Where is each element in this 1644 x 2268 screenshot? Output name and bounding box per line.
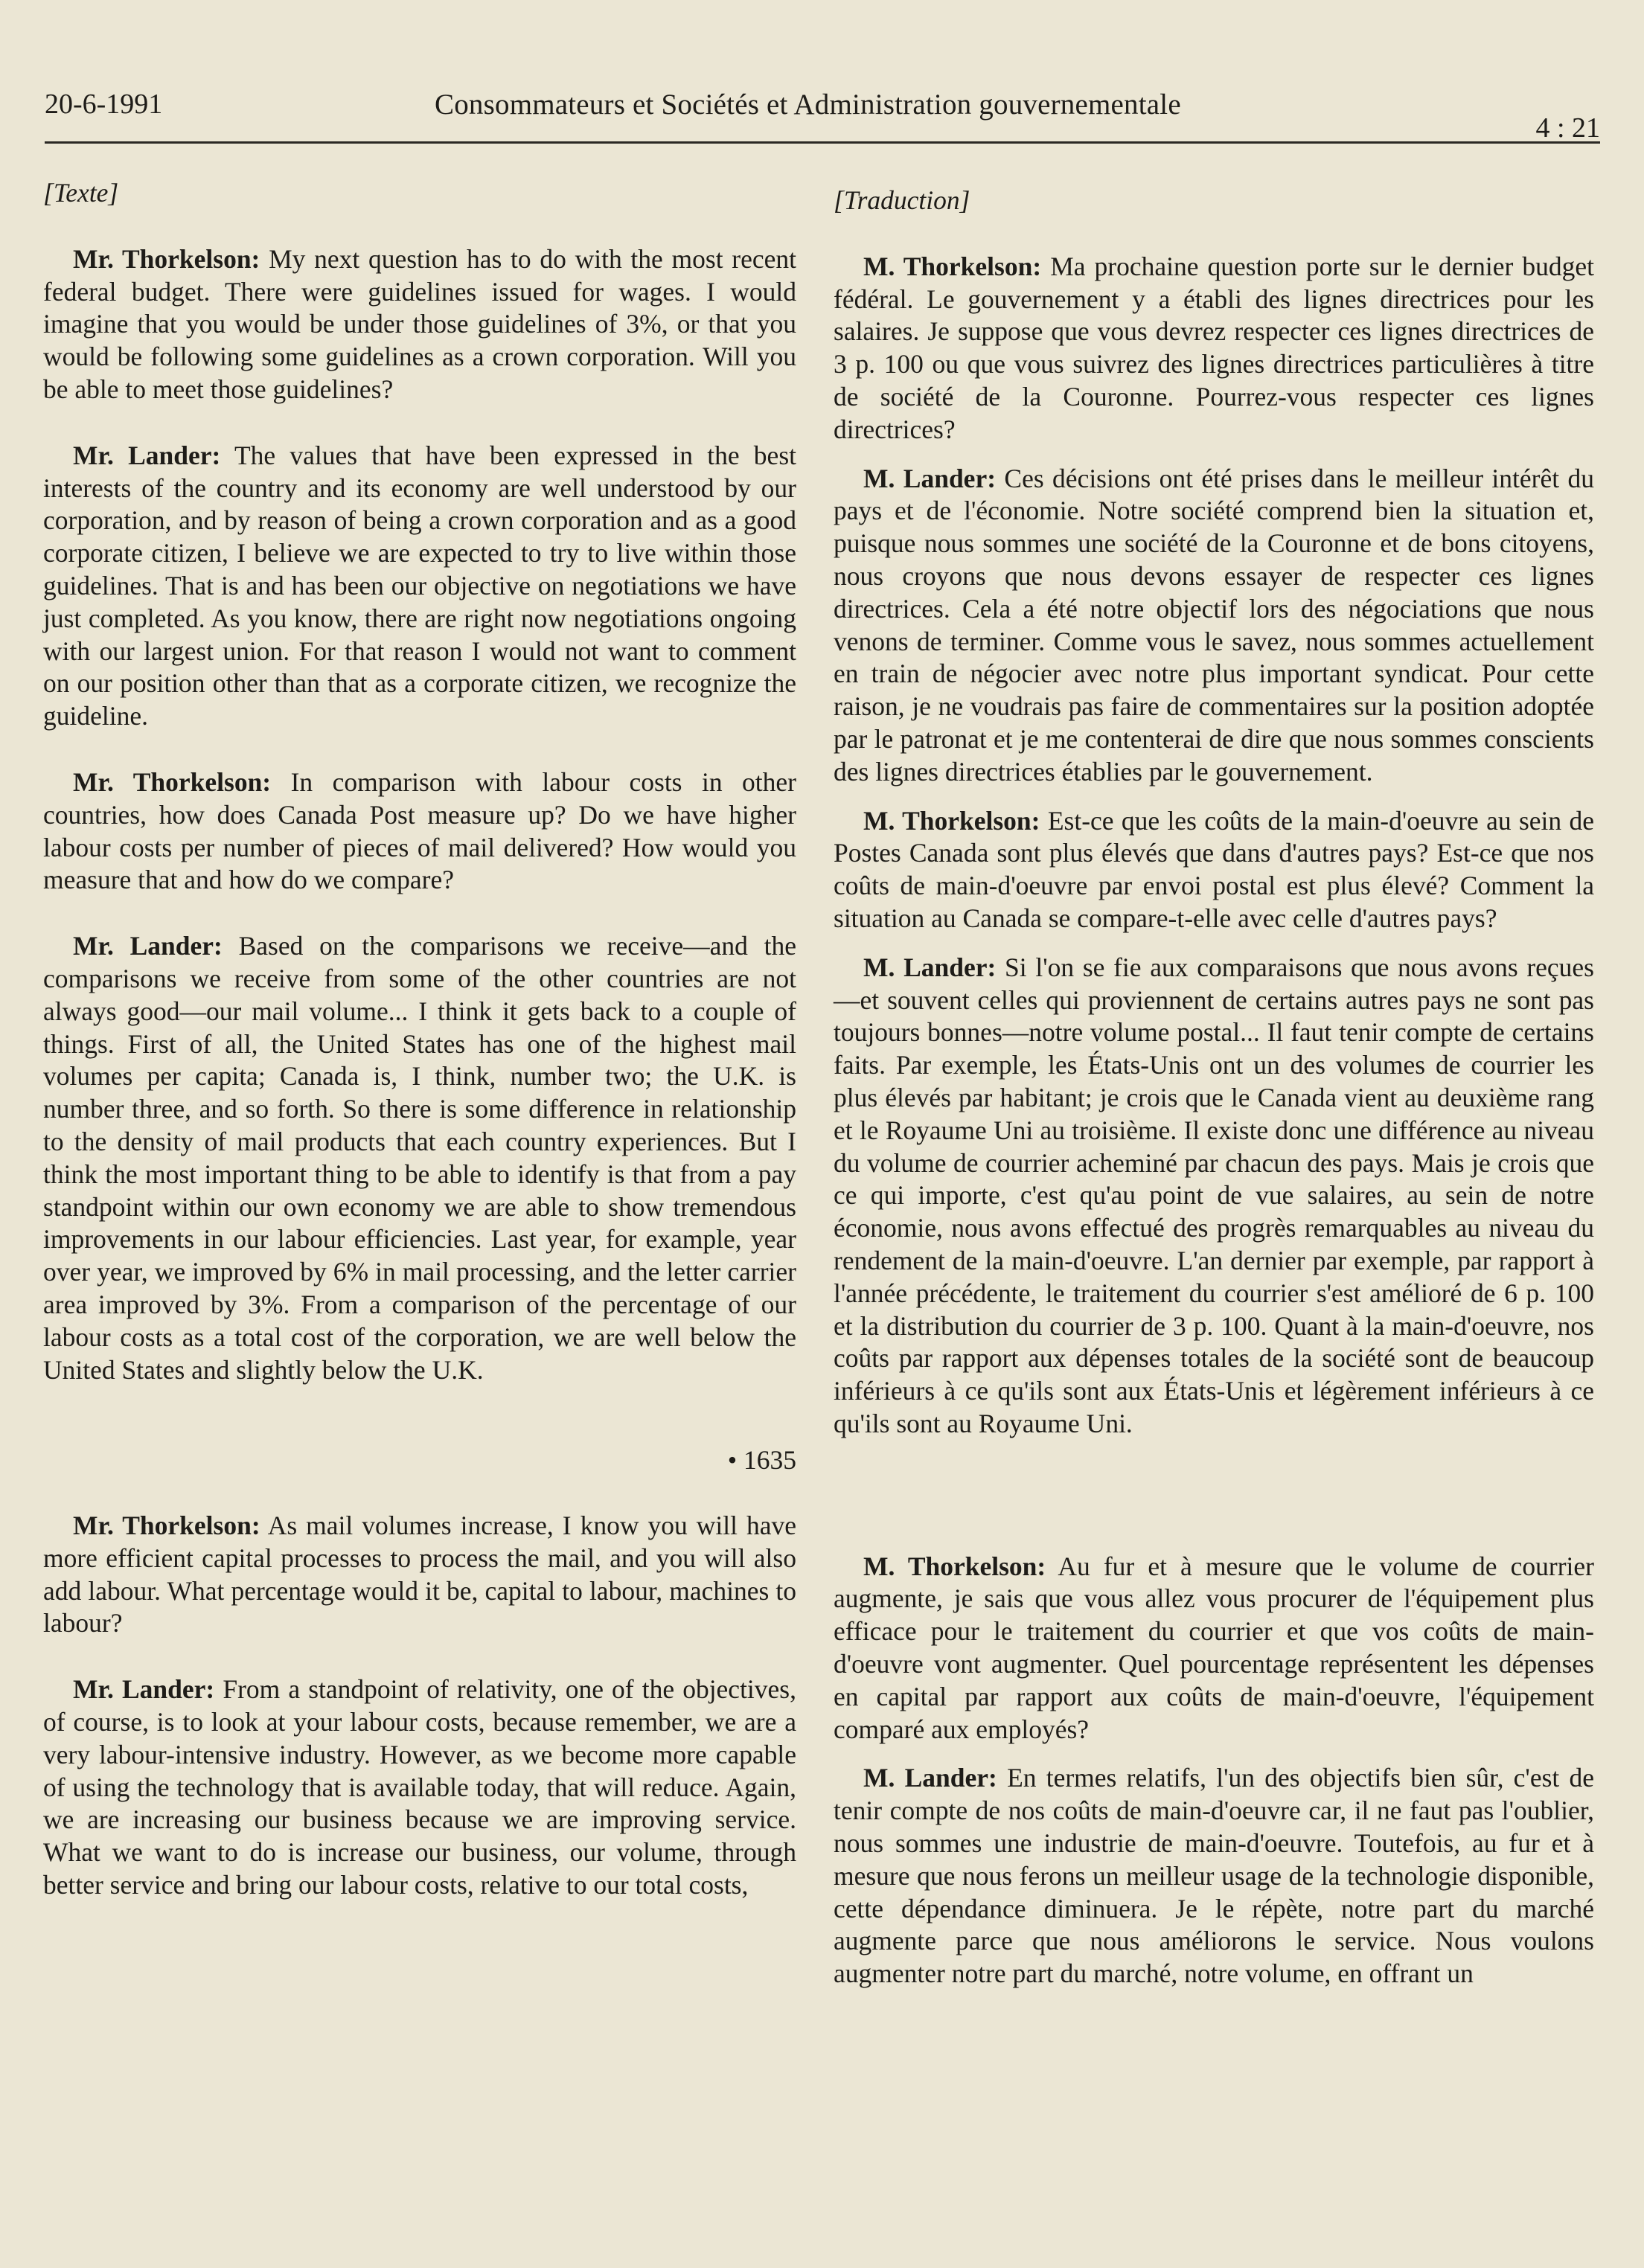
paragraph [43,1673,796,1902]
speaker-name: M. Thorkelson: [863,251,1042,281]
paragraph-text: Au fur et à mesure que le volume de courrier augmente, je sais que vous allez vous procurer de l'équipement plus efficace pour le traitement du courrier et que vos coûts de main-d'oeuvre vont augmenter. Quel pourcentage représentent les dépenses en capital par rapport aux coûts de main-d'oeuvre, l'équipement comparé aux employés? [834,1551,1594,1744]
paragraph-text: Ces décisions ont été prises dans le meilleur intérêt du pays et de l'économie. Notre société comprend bien la situation et, puisque nous sommes une société de la Couronne et de bons citoyens, nous croyons que nous devons essayer de respecter ces lignes directrices. Cela a été notre objectif lors des négociations que nous venons de terminer. Comme vous le savez, nous sommes actuellement en train de négocier avec notre plus important syndicat. Pour cette raison, je ne voudrais pas faire de commentaires sur la position adoptée par le patronat et je me contenterai de dire que nous sommes conscients des lignes directrices établies par le gouvernement. [834,463,1594,787]
paragraph [43,440,796,733]
paragraph-text: As mail volumes increase, I know you will have more efficient capital processes to process the mail, and you will also add labour. What percentage would it be, capital to labour, machines to labour? [43,1511,796,1638]
speaker-name: Mr. Lander: [73,931,223,961]
paragraph [834,952,1594,1441]
speaker-name: M. Lander: [863,1763,997,1793]
page-number: 4 : 21 [1535,112,1600,144]
section-label-texte: [Texte] [43,178,119,208]
paragraph-text: In comparison with labour costs in other countries, how does Canada Post measure up? Do we have higher labour costs per number of pieces of mail delivered? How would you measure that and how do we compare? [43,766,796,895]
left-column-english [43,177,796,1902]
paragraph [834,1551,1594,1746]
paragraph-text: My next question has to do with the most recent federal budget. There were guidelines issued for wages. I would imagine that you would be under those guidelines of 3%, or that you would be following some guidelines as a crown corporation. Will you be able to meet those guidelines? [43,243,796,404]
speaker-name: M. Thorkelson: [863,1551,1046,1581]
speaker-name: Mr. Thorkelson: [73,1511,260,1541]
header-date: 20-6-1991 [45,89,163,120]
paragraph-text: Based on the comparisons we receive—and the comparisons we receive from some of the other countries are not always good—our mail volume... I think it gets back to a couple of things. First of all, the United States has one of the highest mail volumes per capita; Canada is, I think, number two; the U.K. is number three, and so forth. So there is some difference in relationship to the density of mail products that each country experiences. But I think the most important thing to be able to identify is that from a pay standpoint within our own economy we are able to show tremendous improvements in our labour efficiencies. Last year, for example, year over year, we improved by 6% in mail processing, and the letter carrier area improved by 3%. From a comparison of the percentage of our labour costs as a total cost of the corporation, we are well below the United States and slightly below the U.K. [43,931,796,1385]
speaker-name: M. Lander: [863,463,997,493]
paragraph [834,463,1594,789]
paragraph [43,243,796,406]
header-title: Consommateurs et Sociétés et Administration gouvernementale [435,89,1181,121]
paragraph [43,1510,796,1640]
paragraph-text: Ma prochaine question porte sur le dernier budget fédéral. Le gouvernement y a établi des lignes directrices pour les salaires. Je suppose que vous devrez respecter ces lignes directrices de 3 p. 100 ou que vous suivrez des lignes directrices particulières à titre de société de la Couronne. Pourrez-vous respecter ces lignes directrices? [834,251,1594,444]
speaker-name: Mr. Thorkelson: [73,766,272,797]
paragraph [834,805,1594,935]
right-column-french [834,185,1594,1990]
paragraph-text: The values that have been expressed in the best interests of the country and its economy are well understood by our corporation, and by reason of being a crown corporation and as a good corporate citizen, I believe we are expected to try to live within those guidelines. That is and has been our objective on negotiations we have just completed. As you know, there are right now negotiations ongoing with our largest union. For that reason I would not want to comment on our position other than that as a corporate citizen, we recognize the guideline. [43,440,796,731]
paragraph [43,930,796,1386]
speaker-name: Mr. Lander: [73,1674,215,1705]
speaker-name: Mr. Thorkelson: [73,243,260,274]
paragraph-text: Si l'on se fie aux comparaisons que nous avons reçues—et souvent celles qui proviennent de certains autres pays ne sont pas toujours bonnes—notre volume postal... Il faut tenir compte de certains faits. Par exemple, les États-Unis ont un des volumes de courrier les plus élevés par habitant; je crois que le Canada vient au deuxième rang et le Royaume Uni au troisième. Il existe donc une différence au niveau du volume de courrier acheminé par chacun des pays. Mais je crois que ce qui importe, c'est qu'au point de vue salaires, au sein de notre économie, nous avons effectué des progrès remarquables au niveau du rendement de la main-d'oeuvre. L'an dernier par exemple, par rapport à l'année précédente, le traitement du courrier s'est amélioré de 6 p. 100 et la distribution du courrier de 3 p. 100. Quant à la main-d'oeuvre, nos coûts par rapport aux dépenses totales de la société sont de beaucoup inférieurs à ce qu'ils sont aux États-Unis et légèrement inférieurs à ce qu'ils sont au Royaume Uni. [834,952,1594,1438]
speaker-name: M. Thorkelson: [863,805,1040,836]
paragraph-text: From a standpoint of relativity, one of the objectives, of course, is to look at your labour costs, because remember, we are a very labour-intensive industry. However, as we become more capable of using the technology that is available today, that will reduce. Again, we are increasing our business because we are improving service. What we want to do is increase our business, our volume, through better service and bring our labour costs, relative to our total costs, [43,1674,796,1900]
paragraph [834,1762,1594,1990]
section-label-traduction: [Traduction] [834,185,970,215]
paragraph [43,766,796,897]
time-stamp: • 1635 [727,1445,796,1476]
paragraph-text: En termes relatifs, l'un des objectifs bien sûr, c'est de tenir compte de nos coûts de main-d'oeuvre car, il ne faut pas l'oublier, nous sommes une industrie de main-d'oeuvre. Toutefois, au fur et à mesure que nous ferons un meilleur usage de la technologie disponible, cette dépendance diminuera. Je le répète, notre part du marché augmente parce que nous améliorons le service. Nous voulons augmenter notre part du marché, notre volume, en offrant un [834,1763,1594,1989]
paragraph-text: Est-ce que les coûts de la main-d'oeuvre au sein de Postes Canada sont plus élevés que dans d'autres pays? Est-ce que nos coûts de main-d'oeuvre par envoi postal est plus élevé? Comment la situation au Canada se compare-t-elle avec celle d'autres pays? [834,805,1594,933]
paragraph [834,251,1594,446]
speaker-name: Mr. Lander: [73,440,221,470]
page-header [45,88,1600,144]
speaker-name: M. Lander: [863,952,997,982]
